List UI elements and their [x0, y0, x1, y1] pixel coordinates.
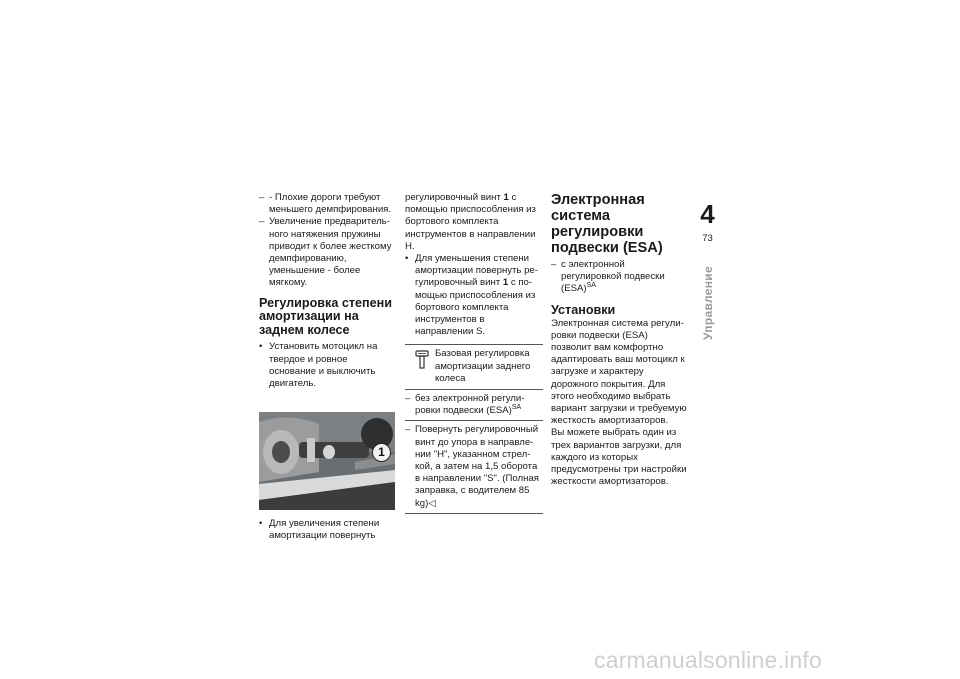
photo-callout-1: 1 — [372, 443, 391, 462]
paragraph-load-options: Вы можете выбрать один из трех вариантов загрузки, для каждого из которых предусмотрены три настройки жесткости амортизаторов. — [551, 427, 687, 488]
chapter-number: 4 — [700, 199, 715, 229]
box-row-without-esa — [405, 390, 543, 421]
continued-text-part1: регулировочный винт — [405, 192, 504, 203]
section-heading-esa: Электронная система регулировки подвески (ESA) — [551, 192, 663, 256]
wrench-icon — [415, 350, 429, 370]
bullet-decrease-part2: с помощью приспособления из бортового комплекта инструментов в направлении S. — [415, 277, 536, 338]
dash-item-preload: – Увеличение предварительного натяжения пружины приводит к более жесткому демпфированию, уменьшение - более мягкому. — [259, 216, 395, 289]
box-row-instruction — [405, 421, 543, 512]
with-esa-text: с электронной регулировкой подвески (ESA) — [561, 259, 665, 295]
column-right — [551, 192, 687, 488]
paragraph-esa-intro: Электронная система регулировки подвески (ESA) позволит вам комфортно адаптировать ваш мотоцикл к загрузке и характеру дорожного покрытия. Для этого необходимо выбрать вариант загрузки и требуемую жесткость амортизаторов. — [551, 317, 687, 427]
subheading-settings: Установки — [551, 302, 616, 317]
continued-text-part2: с помощью приспособления из бортового комплекта инструментов в направлении H. — [405, 192, 536, 252]
adjuster-photo — [259, 412, 395, 510]
continued-text — [405, 192, 543, 253]
photo-illustration — [259, 412, 395, 510]
base-setting-header — [405, 345, 543, 390]
sa-superscript: SA — [511, 404, 522, 412]
chapter-side-label: Управление — [701, 266, 715, 340]
column-left — [259, 192, 395, 543]
watermark: carmanualsonline.info — [594, 647, 822, 673]
dash-with-esa — [551, 259, 687, 296]
bullet-park-motorcycle: • Установить мотоцикл на твердое и ровное основание и выключить двигатель. — [259, 341, 395, 390]
screw-number: 1 — [502, 277, 509, 289]
base-setting-box — [405, 344, 543, 513]
section-heading-rear-damping: Регулировка степени амортизации на заднем колесе — [259, 295, 392, 337]
base-setting-title: Базовая регулировка амортизации заднего колеса — [435, 348, 531, 384]
page-number: 73 — [702, 233, 713, 244]
bullet-decrease-damping — [405, 253, 543, 338]
dash-without-esa — [405, 393, 543, 417]
dash-turn-screw: – Повернуть регулировочный винт до упора в направлении "H", указанном стрелкой, а затем на 1,5 оборота в направлении "S". (Полная заправка, с водителем 85 kg)◁ — [405, 424, 543, 509]
bullet-decrease-part1: Для уменьшения степени амортизации повернуть регулировочный винт — [415, 253, 538, 289]
sa-superscript: SA — [586, 282, 596, 290]
bullet-increase-damping: • Для увеличения степени амортизации повернуть — [259, 518, 395, 542]
column-middle — [405, 192, 543, 514]
without-esa-text: без электронной регулировки подвески (ESA) — [415, 393, 525, 417]
dash-item-bad-roads: – - Плохие дороги требуют меньшего демпфирования. — [259, 192, 395, 216]
screw-number: 1 — [503, 192, 509, 203]
